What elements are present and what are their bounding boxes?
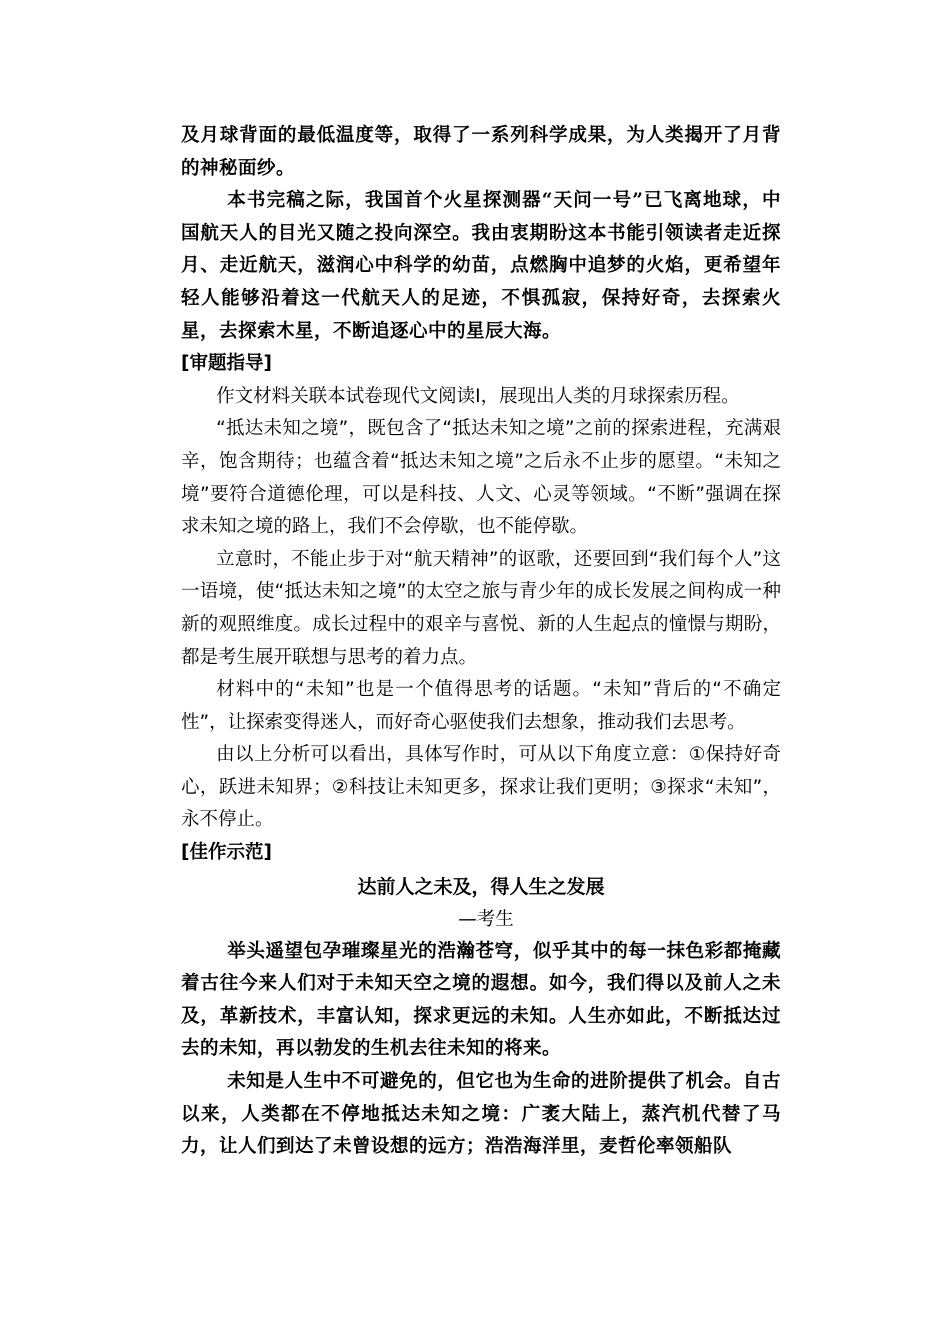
intro-paragraph-2: 本书完稿之际，我国首个火星探测器“天问一号”已飞离地球，中国航天人的目光又随之投向深空。我由衷期盼这本书能引领读者走近探月、走近航天，滋润心中科学的幼苗，点燃胸中追梦的火焰，更希望年轻人能够沿着这一代航天人的足迹，不惧孤寂，保持好奇，去探索火星，去探索木星，不断追逐心中的星辰大海。 [181, 190, 781, 342]
guide-paragraph-5: 由以上分析可以看出，具体写作时，可从以下角度立意：①保持好奇心，跃进未知界；②科技让未知更多，探求让我们更明；③探求“未知”，永不停止。 [181, 744, 781, 831]
guide-paragraph-4: 材料中的“未知”也是一个值得思考的话题。“未知”背后的“不确定性”，让探索变得迷人，而好奇心驱使我们去想象，推动我们去思考。 [181, 679, 781, 733]
essay-author: —考生 [458, 908, 514, 930]
document-page [181, 120, 781, 1164]
essay-paragraph-1: 举头遥望包孕璀璨星光的浩瀚苍穹，似乎其中的每一抹色彩都掩藏着古往今来人们对于未知天空之境的遐想。如今，我们得以及前人之未及，革新技术，丰富认知，探求更远的未知。人生亦如此，不断抵达过去的未知，再以勃发的生机去往未知的将来。 [181, 940, 781, 1060]
intro-paragraph-1: 及月球背面的最低温度等，取得了一系列科学成果，为人类揭开了月背的神秘面纱。 [181, 125, 781, 179]
essay-title: 达前人之未及，得人生之发展 [357, 875, 605, 898]
guide-heading: [审题指导] [181, 353, 272, 375]
guide-paragraph-1: 作文材料关联本试卷现代文阅读Ⅰ，展现出人类的月球探索历程。 [216, 385, 740, 407]
guide-paragraph-2: “抵达未知之境”，既包含了“抵达未知之境”之前的探索进程，充满艰辛，饱含期待；也蕴含着“抵达未知之境”之后永不止步的愿望。“未知之境”要符合道德伦理，可以是科技、人文、心灵等领域。“不断”强调在探求未知之境的路上，我们不会停歇，也不能停歇。 [181, 418, 781, 538]
sample-heading: [佳作示范] [181, 842, 272, 864]
essay-paragraph-2: 未知是人生中不可避免的，但它也为生命的进阶提供了机会。自古以来，人类都在不停地抵达未知之境：广袤大陆上，蒸汽机代替了马力，让人们到达了未曾设想的远方；浩浩海洋里，麦哲伦率领船队 [181, 1071, 781, 1158]
guide-paragraph-3: 立意时，不能止步于对“航天精神”的讴歌，还要回到“我们每个人”这一语境，使“抵达未知之境”的太空之旅与青少年的成长发展之间构成一种新的观照维度。成长过程中的艰辛与喜悦、新的人生起点的憧憬与期盼，都是考生展开联想与思考的着力点。 [181, 548, 781, 668]
